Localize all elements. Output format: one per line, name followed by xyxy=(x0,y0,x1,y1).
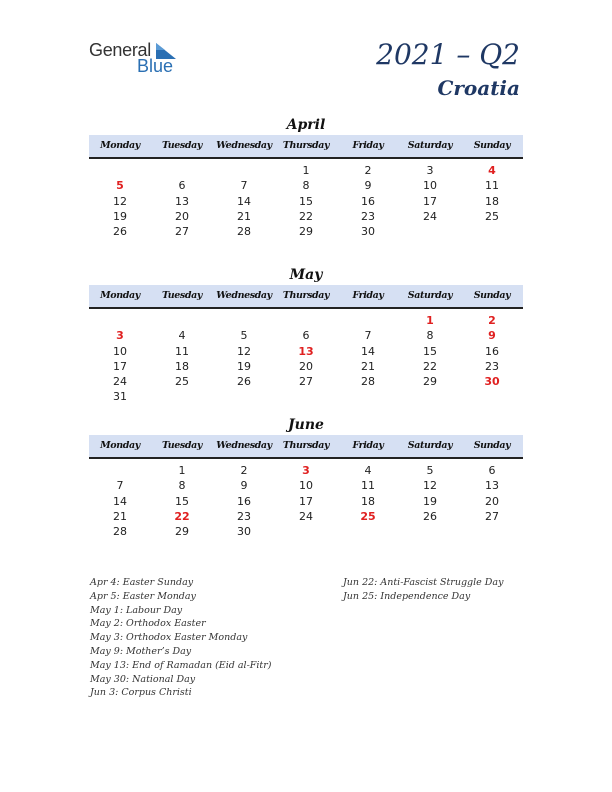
date-cell: 24 xyxy=(113,375,127,389)
date-cell: 18 xyxy=(485,194,499,208)
date-cell: 8 xyxy=(178,479,186,493)
date-cell: 27 xyxy=(175,225,189,239)
week-row xyxy=(89,194,523,209)
date-cell xyxy=(337,313,399,328)
date-cell: 27 xyxy=(485,509,499,523)
date-cell: 11 xyxy=(361,479,375,493)
date-cell: 19 xyxy=(237,359,251,373)
date-cell: 16 xyxy=(237,494,251,508)
date-cell: 28 xyxy=(361,375,375,389)
date-cell: 5 xyxy=(426,464,434,477)
date-cell xyxy=(89,313,151,328)
date-cell: 18 xyxy=(361,494,375,508)
weekday-label: Sunday xyxy=(473,140,511,151)
date-cell: 20 xyxy=(485,494,499,508)
holiday-entry: May 2: Orthodox Easter xyxy=(90,618,206,630)
month-calendar-april xyxy=(89,115,523,239)
week-row xyxy=(89,209,523,224)
date-cell xyxy=(213,163,275,178)
date-cell xyxy=(399,524,461,539)
weekday-label: Tuesday xyxy=(161,140,202,151)
date-cell: 25 xyxy=(485,209,499,223)
date-cell: 4 xyxy=(364,464,372,477)
date-cell: 12 xyxy=(237,344,251,358)
date-cell: 22 xyxy=(299,209,313,223)
page-title: 2021 – Q2 xyxy=(376,38,520,71)
holiday-entry: Jun 22: Anti-Fascist Struggle Day xyxy=(343,577,504,588)
date-cell: 7 xyxy=(364,329,372,343)
date-cell xyxy=(399,389,461,404)
date-cell: 3 xyxy=(426,164,434,177)
holiday-entry: Apr 4: Easter Sunday xyxy=(90,577,194,588)
date-cell: 20 xyxy=(175,209,189,223)
weekday-label: Friday xyxy=(352,290,384,301)
date-cell: 30 xyxy=(361,225,375,239)
weekday-label: Sunday xyxy=(473,290,511,301)
date-cell: 28 xyxy=(237,225,251,239)
date-cell: 8 xyxy=(426,329,434,343)
date-cell: 6 xyxy=(488,464,496,477)
date-cell xyxy=(275,389,337,404)
weekday-label: Saturday xyxy=(407,140,453,151)
date-cell: 30 xyxy=(237,525,251,539)
week-row xyxy=(89,224,523,239)
date-cell: 2 xyxy=(240,464,248,477)
month-calendar-may xyxy=(89,265,523,405)
weekday-label: Friday xyxy=(352,440,384,451)
date-cell xyxy=(151,163,213,178)
holiday-date-cell: 3 xyxy=(302,464,310,477)
date-cell: 5 xyxy=(240,329,248,343)
weekday-label: Wednesday xyxy=(216,440,272,451)
week-row xyxy=(89,494,523,509)
date-cell: 15 xyxy=(175,494,189,508)
date-cell: 12 xyxy=(423,479,437,493)
holiday-date-cell: 9 xyxy=(488,329,496,343)
date-cell: 23 xyxy=(237,509,251,523)
holiday-list-column-2 xyxy=(343,576,503,604)
date-cell xyxy=(399,224,461,239)
date-cell: 7 xyxy=(240,179,248,193)
date-cell xyxy=(213,313,275,328)
date-cell: 19 xyxy=(423,494,437,508)
date-cell: 14 xyxy=(361,344,375,358)
date-cell: 29 xyxy=(175,525,189,539)
date-cell xyxy=(89,463,151,478)
weekday-label: Tuesday xyxy=(161,290,202,301)
date-cell: 21 xyxy=(113,509,127,523)
date-cell xyxy=(275,524,337,539)
weekday-header-row xyxy=(89,135,523,159)
date-cell: 24 xyxy=(423,209,437,223)
weekday-label: Wednesday xyxy=(216,140,272,151)
weekday-label: Monday xyxy=(100,440,140,451)
holiday-date-cell: 3 xyxy=(116,329,124,343)
date-cell xyxy=(151,389,213,404)
weekday-label: Monday xyxy=(100,140,140,151)
week-row xyxy=(89,509,523,524)
week-row xyxy=(89,313,523,328)
weekday-label: Saturday xyxy=(407,290,453,301)
date-cell xyxy=(213,389,275,404)
holiday-entry: May 9: Mother’s Day xyxy=(90,645,192,657)
date-cell: 31 xyxy=(113,390,127,404)
month-title: June xyxy=(288,417,324,433)
date-cell: 13 xyxy=(175,194,189,208)
country-name: Croatia xyxy=(437,76,520,100)
week-row xyxy=(89,374,523,389)
month-title: May xyxy=(289,267,323,283)
date-cell: 29 xyxy=(299,225,313,239)
date-cell: 26 xyxy=(113,225,127,239)
date-cell: 1 xyxy=(178,464,186,477)
date-cell: 17 xyxy=(423,194,437,208)
date-cell: 16 xyxy=(485,344,499,358)
weekday-label: Wednesday xyxy=(216,290,272,301)
date-cell: 6 xyxy=(302,329,310,343)
weekday-label: Thursday xyxy=(282,140,330,151)
month-calendar-june xyxy=(89,415,523,539)
holiday-date-cell: 1 xyxy=(426,314,434,327)
date-cell: 22 xyxy=(423,359,437,373)
date-cell: 13 xyxy=(485,479,499,493)
weekday-header-row xyxy=(89,285,523,309)
date-cell: 10 xyxy=(423,179,437,193)
date-cell: 9 xyxy=(240,479,248,493)
date-cell: 20 xyxy=(299,359,313,373)
date-cell: 10 xyxy=(113,344,127,358)
holiday-entry: May 30: National Day xyxy=(90,673,196,685)
date-cell: 11 xyxy=(175,344,189,358)
date-cell xyxy=(337,524,399,539)
week-row xyxy=(89,328,523,343)
date-cell xyxy=(337,389,399,404)
week-row xyxy=(89,344,523,359)
date-cell: 15 xyxy=(299,194,313,208)
date-cell xyxy=(275,313,337,328)
date-cell: 1 xyxy=(302,164,310,177)
date-cell xyxy=(89,163,151,178)
week-row xyxy=(89,524,523,539)
date-cell: 15 xyxy=(423,344,437,358)
holiday-date-cell: 5 xyxy=(116,179,124,193)
holiday-entry: May 13: End of Ramadan (Eid al-Fitr) xyxy=(90,659,272,671)
date-cell: 23 xyxy=(361,209,375,223)
date-cell: 14 xyxy=(237,194,251,208)
date-cell: 10 xyxy=(299,479,313,493)
week-row xyxy=(89,359,523,374)
date-cell: 28 xyxy=(113,525,127,539)
date-cell: 21 xyxy=(237,209,251,223)
holiday-entry: Apr 5: Easter Monday xyxy=(90,590,196,602)
month-title: April xyxy=(286,117,326,133)
holiday-entry: Jun 3: Corpus Christi xyxy=(90,687,192,699)
date-cell xyxy=(461,224,523,239)
weekday-label: Tuesday xyxy=(161,440,202,451)
date-cell: 11 xyxy=(485,179,499,193)
weekday-label: Thursday xyxy=(282,290,330,301)
week-row xyxy=(89,478,523,493)
week-row xyxy=(89,163,523,178)
holiday-list-column-1 xyxy=(90,576,271,700)
date-cell: 25 xyxy=(175,375,189,389)
date-cell: 16 xyxy=(361,194,375,208)
date-cell: 2 xyxy=(364,164,372,177)
date-cell: 29 xyxy=(423,375,437,389)
date-cell: 4 xyxy=(178,329,186,343)
holiday-date-cell: 4 xyxy=(488,164,496,177)
week-row xyxy=(89,389,523,404)
date-cell: 27 xyxy=(299,375,313,389)
logo-word-blue: Blue xyxy=(137,56,174,76)
date-cell: 9 xyxy=(364,179,372,193)
date-cell: 7 xyxy=(116,479,124,493)
date-cell xyxy=(461,524,523,539)
date-cell: 12 xyxy=(113,194,127,208)
date-cell: 17 xyxy=(299,494,313,508)
holiday-date-cell: 25 xyxy=(360,509,376,523)
week-row xyxy=(89,463,523,478)
weekday-label: Friday xyxy=(352,140,384,151)
date-cell: 14 xyxy=(113,494,127,508)
generalblue-logo xyxy=(89,40,189,76)
weekday-label: Thursday xyxy=(282,440,330,451)
date-cell: 26 xyxy=(237,375,251,389)
holiday-date-cell: 22 xyxy=(174,509,190,523)
date-cell: 18 xyxy=(175,359,189,373)
week-row xyxy=(89,178,523,193)
holiday-entry: May 1: Labour Day xyxy=(90,604,183,616)
date-cell: 23 xyxy=(485,359,499,373)
logo-word-general: General xyxy=(89,40,151,60)
date-cell xyxy=(151,313,213,328)
weekday-label: Saturday xyxy=(407,440,453,451)
date-cell: 17 xyxy=(113,359,127,373)
holiday-entry: Jun 25: Independence Day xyxy=(343,590,471,602)
date-cell: 26 xyxy=(423,509,437,523)
date-cell: 21 xyxy=(361,359,375,373)
date-cell: 24 xyxy=(299,509,313,523)
holiday-date-cell: 2 xyxy=(488,314,496,327)
date-cell: 8 xyxy=(302,179,310,193)
weekday-header-row xyxy=(89,435,523,459)
weekday-label: Monday xyxy=(100,290,140,301)
date-cell: 6 xyxy=(178,179,186,193)
holiday-date-cell: 30 xyxy=(484,375,500,389)
date-cell xyxy=(461,389,523,404)
holiday-entry: May 3: Orthodox Easter Monday xyxy=(90,632,248,644)
date-cell: 19 xyxy=(113,209,127,223)
weekday-label: Sunday xyxy=(473,440,511,451)
holiday-date-cell: 13 xyxy=(298,344,314,358)
